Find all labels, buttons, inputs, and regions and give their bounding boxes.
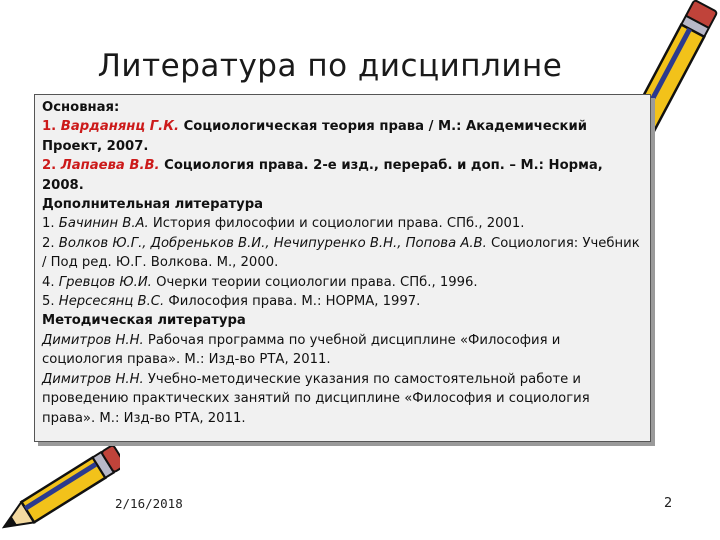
main-item-number: 1. [42, 119, 61, 135]
main-item-author: Лапаева В.В. [60, 158, 160, 174]
pencil-icon [0, 444, 120, 540]
item-text: Рабочая программа по учебной дисциплине «Философия и социология права». М.: Изд-во РТА, 2011. [42, 332, 561, 368]
item-text: История философии и социологии права. СПб., 2001. [148, 216, 525, 232]
item-author: Димитров Н.Н. [42, 371, 144, 387]
slide-date: 2/16/2018 [115, 496, 183, 511]
main-item-text: Социологическая теория права / М.: Академический Проект, 2007. [42, 119, 587, 154]
item-author: Нерсесянц В.С. [58, 294, 165, 310]
item-text: Социология: Учебник / Под ред. Ю.Г. Волкова. М., 2000. [42, 235, 640, 271]
section-heading-main: Основная: [42, 100, 120, 115]
slide-title: Литература по дисциплине [97, 48, 563, 84]
methodical-item-1 [42, 331, 644, 370]
item-number: 2. [42, 235, 59, 251]
additional-item-5 [42, 292, 644, 311]
additional-item-4 [42, 273, 644, 292]
additional-item-1 [42, 214, 644, 233]
additional-item-2 [42, 234, 644, 273]
item-text: Очерки теории социологии права. СПб., 1996. [151, 274, 478, 290]
section-heading-methodical: Методическая литература [42, 313, 246, 329]
literature-list [34, 94, 651, 442]
item-number: 5. [42, 294, 59, 310]
main-item-2 [42, 156, 644, 195]
section-heading-additional: Дополнительная литература [42, 197, 264, 213]
methodical-item-2 [42, 370, 644, 428]
main-item-number: 2. [42, 158, 61, 174]
main-item-author: Варданянц Г.К. [60, 119, 179, 135]
main-item-text: Социология права. 2-е изд., перераб. и доп. – М.: Норма, 2008. [42, 158, 603, 193]
item-author: Гревцов Ю.И. [58, 274, 152, 290]
item-author: Бачинин В.А. [58, 216, 149, 232]
page-number: 2 [664, 496, 673, 511]
item-text: Учебно-методические указания по самостоятельной работе и проведению практических занятий по дисциплине «Философия и социология права». М.: Изд-во РТА, 2011. [42, 371, 590, 426]
item-text: Философия права. М.: НОРМА, 1997. [164, 294, 421, 310]
item-author: Димитров Н.Н. [42, 332, 144, 348]
item-number: 4. [42, 274, 59, 290]
item-author: Волков Ю.Г., Добреньков В.И., Нечипуренко В.Н., Попова А.В. [58, 235, 487, 251]
main-item-1 [42, 117, 644, 156]
item-number: 1. [42, 216, 59, 232]
